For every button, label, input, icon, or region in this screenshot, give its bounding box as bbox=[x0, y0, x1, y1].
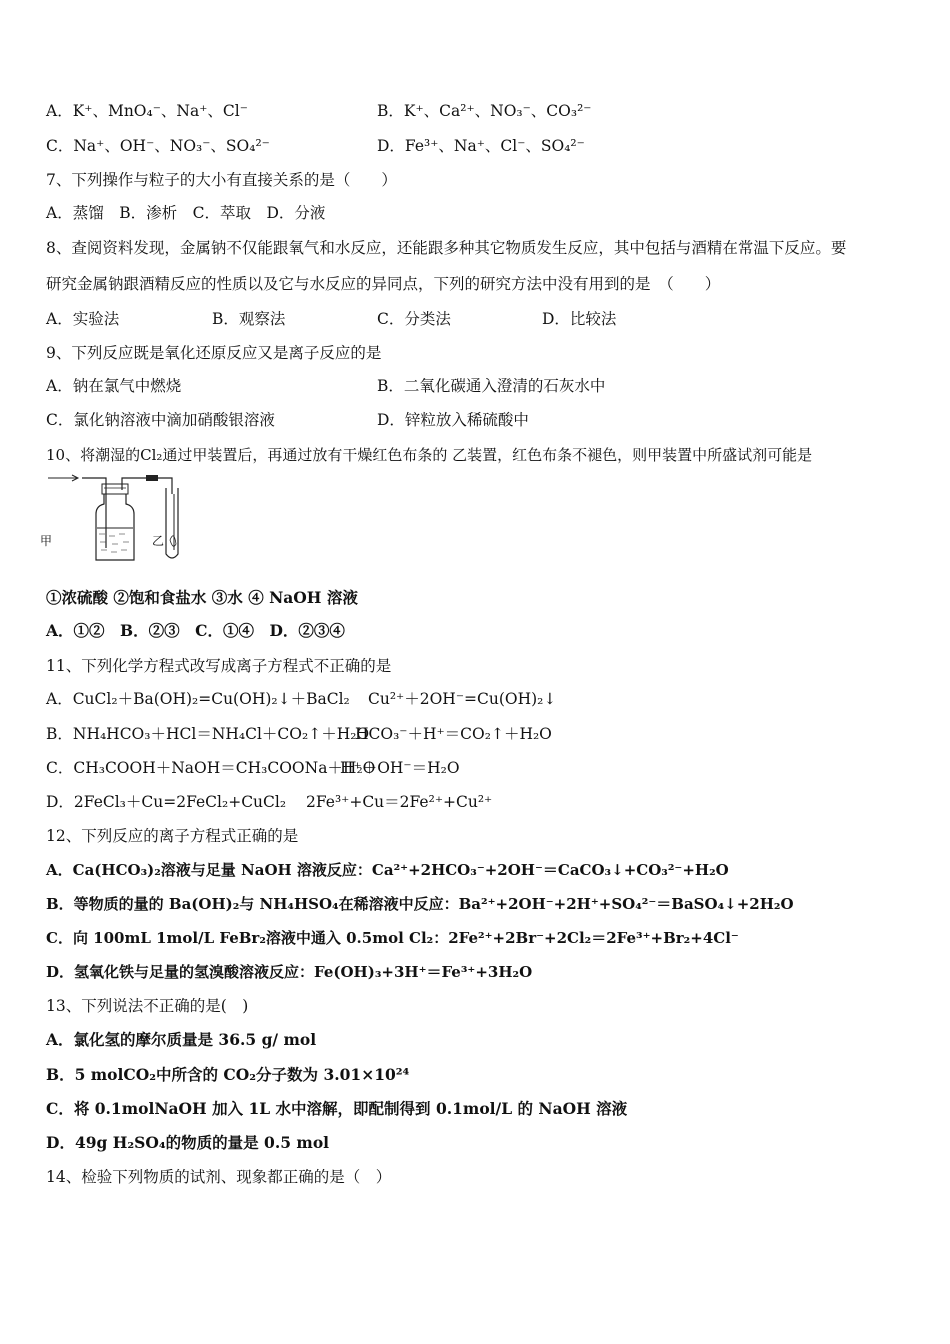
q11-stem: 11、下列化学方程式改写成离子方程式不正确的是 bbox=[46, 657, 392, 675]
q12-option-c: C．向 100mL 1mol/L FeBr₂溶液中通入 0.5mol Cl₂：2Fe²⁺+2Br⁻+2Cl₂＝2Fe³⁺+Br₂+4Cl⁻ bbox=[46, 929, 739, 947]
q12-stem: 12、下列反应的离子方程式正确的是 bbox=[46, 827, 299, 845]
q12-option-d: D．氢氧化铁与足量的氢溴酸溶液反应：Fe(OH)₃+3H⁺＝Fe³⁺+3H₂O bbox=[46, 963, 533, 981]
q7-stem: 7、下列操作与粒子的大小有直接关系的是（ ） bbox=[46, 171, 397, 189]
q11-option-d-equation: D．2FeCl₃＋Cu=2FeCl₂+CuCl₂ bbox=[46, 793, 287, 811]
q9-option-c: C．氯化钠溶液中滴加硝酸银溶液 bbox=[46, 411, 275, 429]
q12-option-b: B．等物质的量的 Ba(OH)₂与 NH₄HSO₄在稀溶液中反应：Ba²⁺+2OH⁻+2H⁺+SO₄²⁻＝BaSO₄↓+2H₂O bbox=[46, 895, 794, 913]
q10-apparatus-diagram bbox=[46, 470, 196, 566]
q8-option-a: A．实验法 bbox=[46, 310, 120, 328]
q14-stem: 14、检验下列物质的试剂、现象都正确的是（ ） bbox=[46, 1168, 392, 1186]
q8-stem-line2: 研究金属钠跟酒精反应的性质以及它与水反应的异同点，下列的研究方法中没有用到的是 （ ） bbox=[46, 275, 721, 293]
q11-option-a-equation: A．CuCl₂＋Ba(OH)₂=Cu(OH)₂↓＋BaCl₂ bbox=[46, 690, 350, 708]
q6-option-c: C．Na⁺、OH⁻、NO₃⁻、SO₄²⁻ bbox=[46, 137, 270, 155]
q13-stem: 13、下列说法不正确的是( ) bbox=[46, 997, 249, 1015]
q10-label-yi: 乙 bbox=[152, 534, 165, 548]
q11-option-c-ionic: H⁺＋OH⁻＝H₂O bbox=[340, 759, 460, 777]
q8-option-c: C．分类法 bbox=[377, 310, 451, 328]
q11-option-b-equation: B．NH₄HCO₃＋HCl＝NH₄Cl＋CO₂↑＋H₂O bbox=[46, 725, 370, 743]
q13-option-d: D．49g H₂SO₄的物质的量是 0.5 mol bbox=[46, 1133, 330, 1152]
q9-option-b: B．二氧化碳通入澄清的石灰水中 bbox=[377, 377, 606, 395]
q11-option-d-ionic: 2Fe³⁺+Cu＝2Fe²⁺+Cu²⁺ bbox=[306, 793, 493, 811]
q10-stem: 10、将潮湿的Cl₂通过甲装置后，再通过放有干燥红色布条的 乙装置，红色布条不褪色，则甲装置中所盛试剂可能是 bbox=[46, 446, 813, 464]
q6-option-a: A．K⁺、MnO₄⁻、Na⁺、Cl⁻ bbox=[46, 102, 248, 120]
q8-option-d: D．比较法 bbox=[542, 310, 617, 328]
q10-options: A．①② B．②③ C．①④ D．②③④ bbox=[46, 621, 345, 640]
q13-option-b: B．5 molCO₂中所含的 CO₂分子数为 3.01×10²⁴ bbox=[46, 1065, 410, 1084]
q11-option-c-equation: C．CH₃COOH＋NaOH＝CH₃COONa＋H₂O bbox=[46, 759, 376, 777]
q8-stem-line1: 8、查阅资料发现，金属钠不仅能跟氧气和水反应，还能跟多种其它物质发生反应，其中包括与酒精在常温下反应。要 bbox=[46, 239, 847, 257]
q12-option-a: A．Ca(HCO₃)₂溶液与足量 NaOH 溶液反应：Ca²⁺+2HCO₃⁻+2OH⁻＝CaCO₃↓+CO₃²⁻+H₂O bbox=[46, 861, 729, 879]
q7-options: A．蒸馏 B．渗析 C．萃取 D．分液 bbox=[46, 204, 326, 222]
q9-option-a: A．钠在氯气中燃烧 bbox=[46, 377, 182, 395]
q10-label-jia: 甲 bbox=[40, 534, 53, 548]
q11-option-a-ionic: Cu²⁺＋2OH⁻=Cu(OH)₂↓ bbox=[368, 690, 557, 708]
q11-option-b-ionic: HCO₃⁻＋H⁺＝CO₂↑＋H₂O bbox=[355, 725, 552, 743]
q9-option-d: D．锌粒放入稀硫酸中 bbox=[377, 411, 529, 429]
q13-option-c: C．将 0.1molNaOH 加入 1L 水中溶解，即配制得到 0.1mol/L 的 NaOH 溶液 bbox=[46, 1099, 628, 1118]
q6-option-b: B．K⁺、Ca²⁺、NO₃⁻、CO₃²⁻ bbox=[377, 102, 592, 120]
q10-choices: ①浓硫酸 ②饱和食盐水 ③水 ④ NaOH 溶液 bbox=[46, 588, 358, 607]
q13-option-a: A．氯化氢的摩尔质量是 36.5 g/ mol bbox=[46, 1030, 317, 1049]
q6-option-d: D．Fe³⁺、Na⁺、Cl⁻、SO₄²⁻ bbox=[377, 137, 585, 155]
q9-stem: 9、下列反应既是氧化还原反应又是离子反应的是 bbox=[46, 344, 382, 362]
q8-option-b: B．观察法 bbox=[212, 310, 286, 328]
